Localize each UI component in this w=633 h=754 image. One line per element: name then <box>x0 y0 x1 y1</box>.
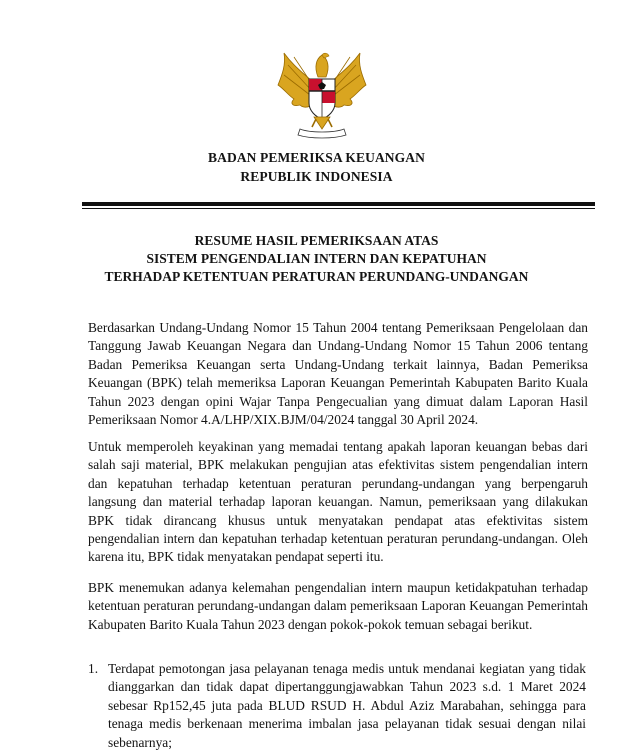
header-divider-thick <box>82 202 595 206</box>
garuda-pancasila-emblem <box>276 45 368 140</box>
paragraph-findings-intro: BPK menemukan adanya kelemahan pengendalian intern maupun ketidakpatuhan terhadap ketentuan peraturan perundang-undangan dalam pemeriksaan Laporan Keuangan Pemerintah Kabupaten Barito Kuala Tahun 2023 dengan pokok-pokok temuan sebagai berikut. <box>88 580 588 632</box>
document-title-line1: RESUME HASIL PEMERIKSAAN ATAS <box>194 233 439 248</box>
document-title-line3: TERHADAP KETENTUAN PERATURAN PERUNDANG-UNDANGAN <box>104 269 529 284</box>
institution-name: BADAN PEMERIKSA KEUANGAN <box>208 150 425 165</box>
institution-country: REPUBLIK INDONESIA <box>240 169 393 184</box>
finding-number: 1. <box>88 661 99 676</box>
finding-text: Terdapat pemotongan jasa pelayanan tenaga medis untuk mendanai kegiatan yang tidak dianggarkan dan tidak dapat dipertanggungjawabkan Tahun 2023 s.d. 1 Maret 2024 sebesar Rp152,45 juta pada BLUD RSUD H. Abdul Aziz Marabahan, sehingga para tenaga medis berkenaan menerima imbalan jasa pelayanan tidak sesuai dengan nilai sebenarnya; <box>108 661 586 750</box>
paragraph-legal-basis: Berdasarkan Undang-Undang Nomor 15 Tahun 2004 tentang Pemeriksaan Pengelolaan dan Tanggung Jawab Keuangan Negara dan Undang-Undang Nomor 15 Tahun 2006 tentang Badan Pemeriksa Keuangan serta Undang-Undang terkait lainnya, Badan Pemeriksa Keuangan (BPK) telah memeriksa Laporan Keuangan Pemerintah Kabupaten Barito Kuala Tahun 2023 dengan opini Wajar Tanpa Pengecualian yang dimuat dalam Laporan Hasil Pemeriksaan Nomor 4.A/LHP/XIX.BJM/04/2024 tanggal 30 April 2024. <box>88 320 588 428</box>
document-title-line2: SISTEM PENGENDALIAN INTERN DAN KEPATUHAN <box>146 251 487 266</box>
paragraph-scope: Untuk memperoleh keyakinan yang memadai tentang apakah laporan keuangan bebas dari salah saji material, BPK melakukan pengujian atas efektivitas sistem pengendalian intern dan kepatuhan terhadap ketentuan peraturan perundang-undangan yang berpengaruh langsung dan material terhadap laporan keuangan. Namun, pemeriksaan yang dilakukan BPK tidak dirancang khusus untuk menyatakan pendapat atas efektivitas sistem pengendalian intern dan kepatuhan terhadap ketentuan peraturan perundang-undangan. Oleh karena itu, BPK tidak menyatakan pendapat seperti itu. <box>88 439 588 565</box>
garuda-emblem-graphic <box>276 45 368 140</box>
header-divider-thin <box>82 208 595 209</box>
